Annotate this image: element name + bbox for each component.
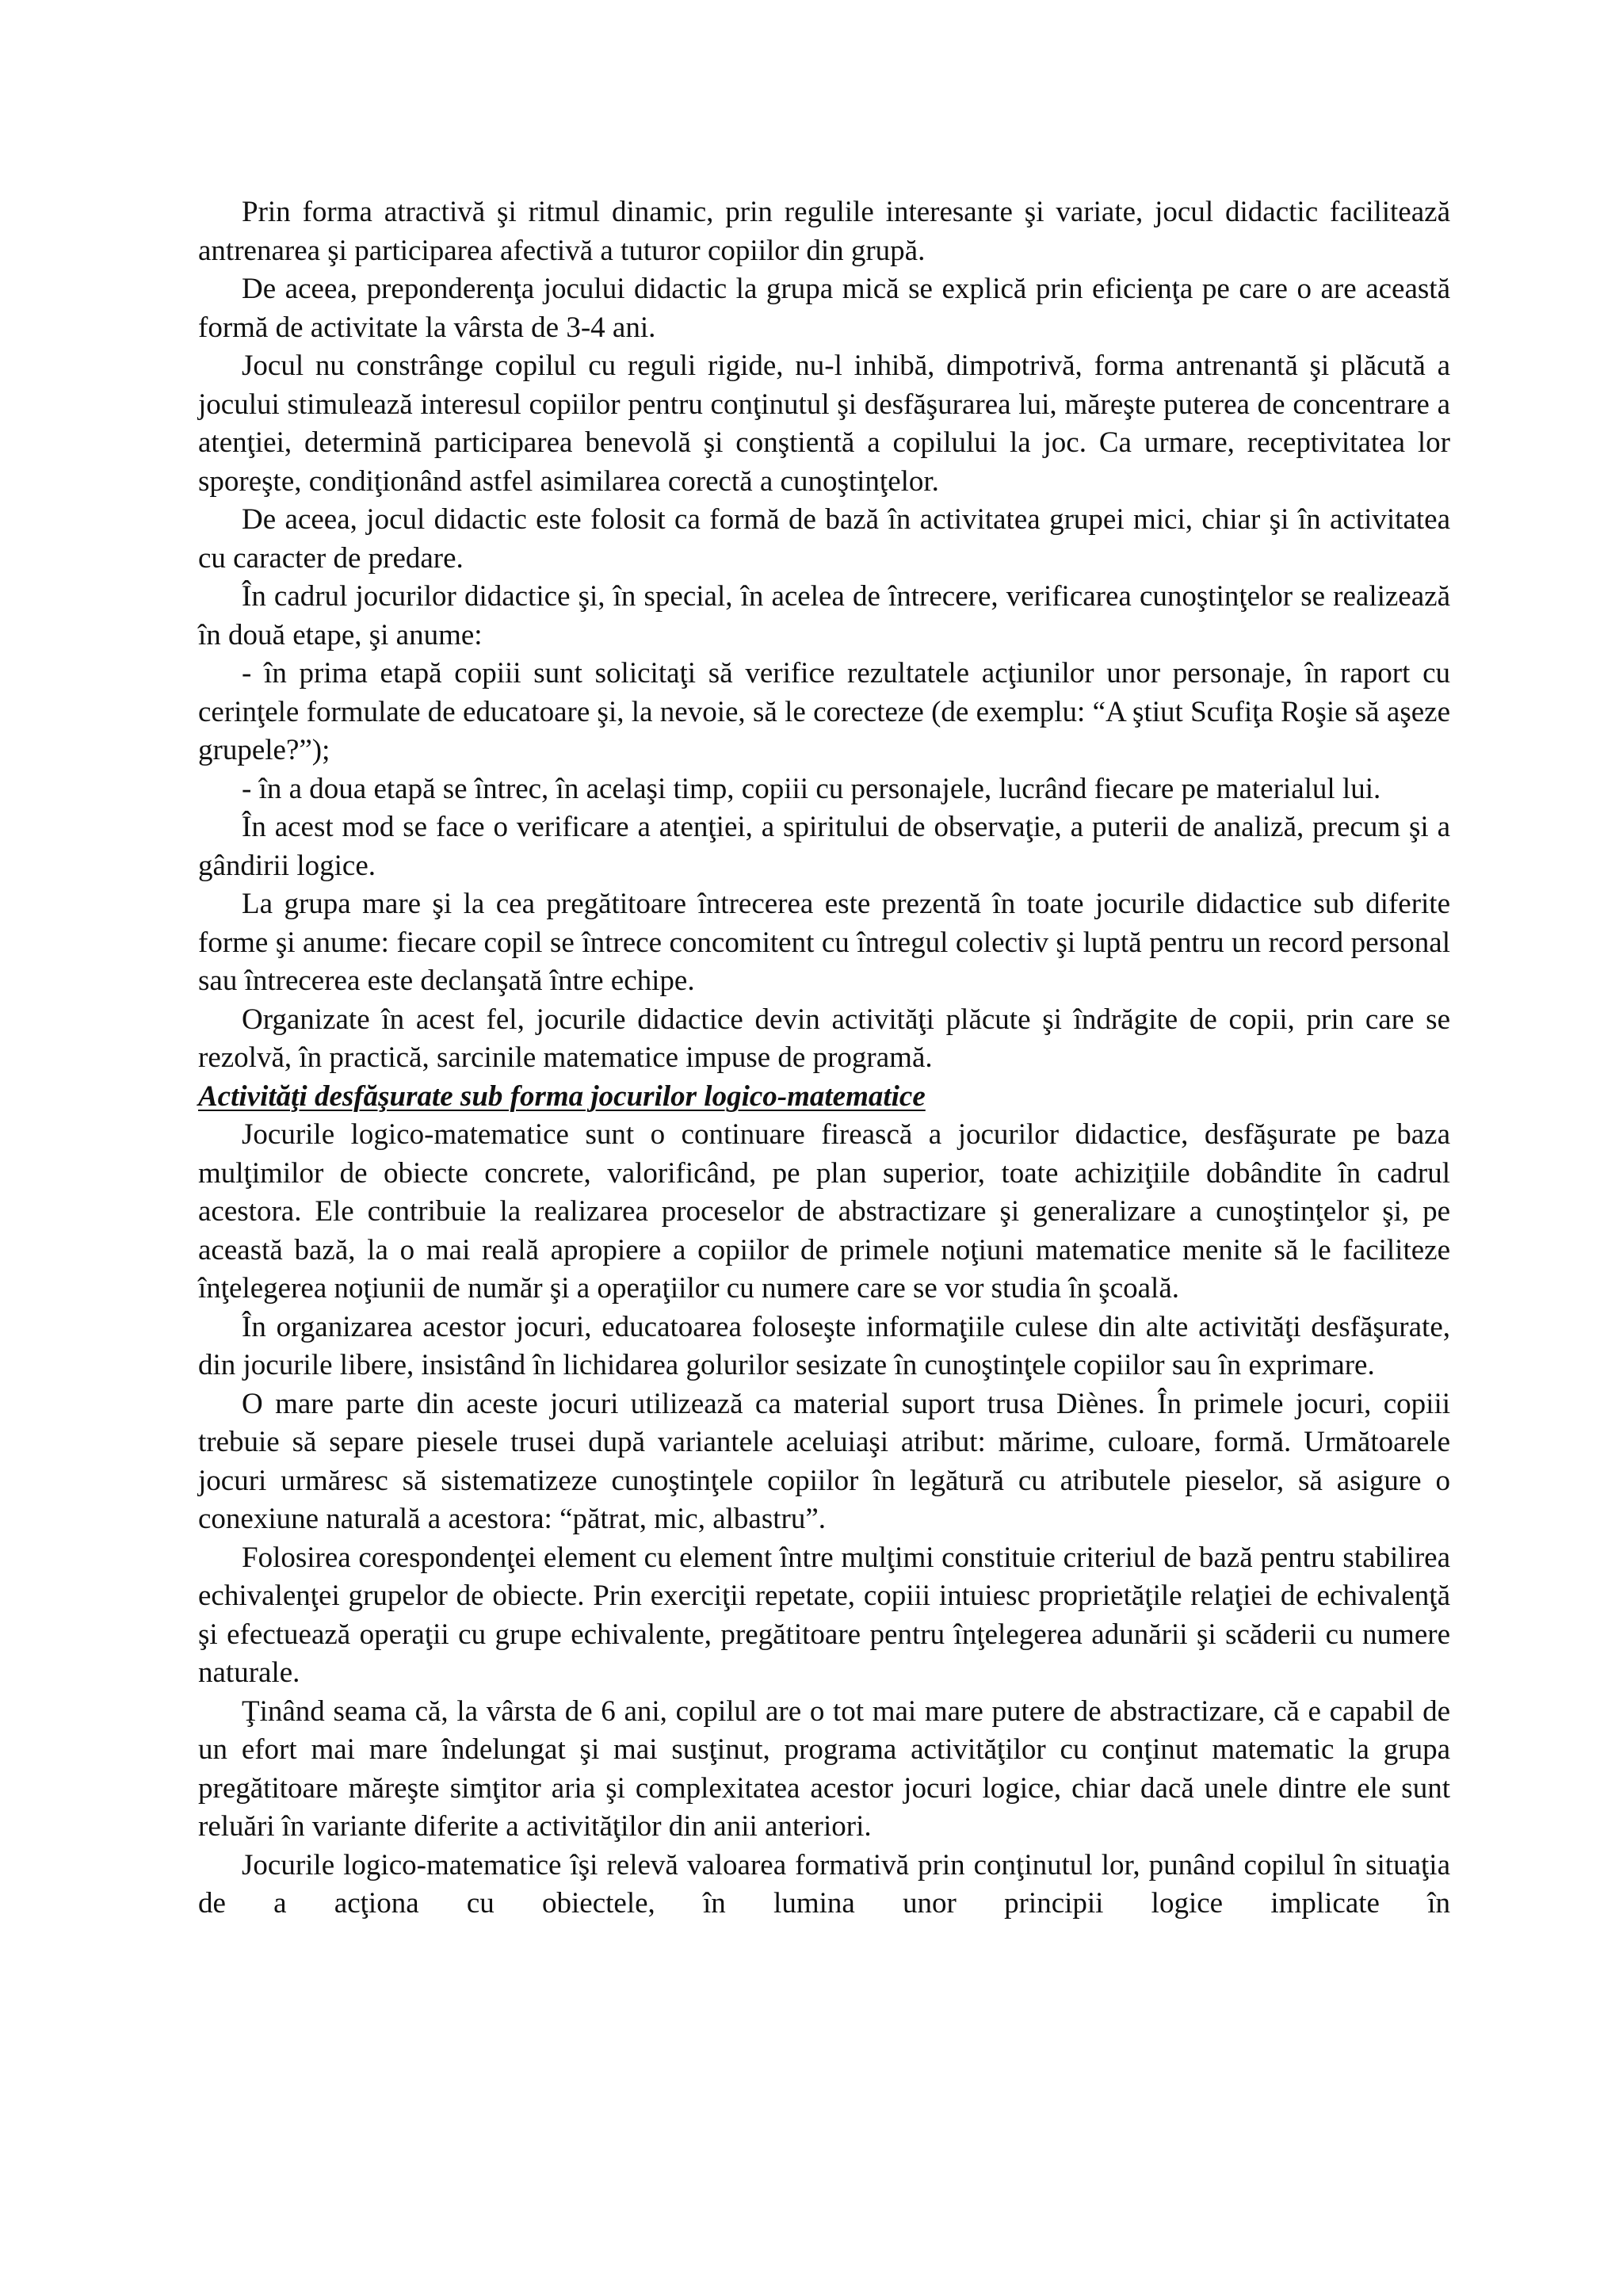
document-page: [198, 193, 1450, 1924]
paragraph: Jocurile logico-matematice îşi relevă valoarea formativă prin conţinutul lor, punând copilul în situaţia de a acţiona cu obiectele, în lumina unor principii logice implicate în: [198, 1848, 1450, 1920]
section-heading: Activităţi desfăşurate sub forma jocurilor logico-matematice: [198, 1079, 926, 1113]
paragraph: Jocul nu constrânge copilul cu reguli rigide, nu-l inhibă, dimpotrivă, forma antrenantă şi plăcută a jocului stimulează interesul copiilor pentru conţinutul şi desfăşurarea lui, măreşte puterea de concentrare a atenţiei, determină participarea benevolă şi conştientă a copilului la joc. Ca urmare, receptivitatea lor sporeşte, condiţionând astfel asimilarea corectă a cunoştinţelor.: [198, 350, 1450, 498]
paragraph: Organizate în acest fel, jocurile didactice devin activităţi plăcute şi îndrăgite de copii, prin care se rezolvă, în practică, sarcinile matematice impuse de programă.: [198, 1003, 1450, 1074]
paragraph: Folosirea corespondenţei element cu element între mulţimi constituie criteriul de bază pentru stabilirea echivalenţei grupelor de obiecte. Prin exerciţii repetate, copiii intuiesc proprietăţile relaţiei de echivalenţă şi efectuează operaţii cu grupe echivalente, pregătitoare pentru înţelegerea adunării şi scăderii cu numere naturale.: [198, 1541, 1450, 1689]
list-item: - în a doua etapă se întrec, în acelaşi timp, copiii cu personajele, lucrând fiecare pe materialul lui.: [242, 772, 1381, 805]
paragraph: Jocurile logico-matematice sunt o continuare firească a jocurilor didactice, desfăşurate pe baza mulţimilor de obiecte concrete, valorificând, pe plan superior, toate achiziţiile dobândite în cadrul acestora. Ele contribuie la realizarea proceselor de abstractizare şi generalizare a cunoştinţelor şi, pe această bază, la o mai reală apropiere a copiilor de primele noţiuni matematice menite să le faciliteze înţelegerea noţiunii de număr şi a operaţiilor cu numere care se vor studia în şcoală.: [198, 1118, 1450, 1305]
paragraph: În organizarea acestor jocuri, educatoarea foloseşte informaţiile culese din alte activităţi desfăşurate, din jocurile libere, insistând în lichidarea golurilor sesizate în cunoştinţele copiilor sau în exprimare.: [198, 1310, 1450, 1381]
paragraph: În acest mod se face o verificare a atenţiei, a spiritului de observaţie, a puterii de analiză, precum şi a gândirii logice.: [198, 811, 1450, 882]
list-item: - în prima etapă copiii sunt solicitaţi să verifice rezultatele acţiunilor unor personaje, în raport cu cerinţele formulate de educatoare şi, la nevoie, să le corecteze (de exemplu: “A ştiut Scufiţa Roşie să aşeze grupele?”);: [198, 657, 1450, 766]
paragraph: La grupa mare şi la cea pregătitoare întrecerea este prezentă în toate jocurile didactice sub diferite forme şi anume: fiecare copil se întrece concomitent cu întregul colectiv şi luptă pentru un record personal sau întrecerea este declanşată între echipe.: [198, 888, 1450, 997]
paragraph: În cadrul jocurilor didactice şi, în special, în acelea de întrecere, verificarea cunoştinţelor se realizează în două etape, şi anume:: [198, 580, 1450, 651]
paragraph: O mare parte din aceste jocuri utilizează ca material suport trusa Diènes. În primele jocuri, copiii trebuie să separe piesele trusei după variantele aceluiaşi atribut: mărime, culoare, formă. Următoarele jocuri urmăresc să sistematizeze cunoştinţele copiilor în legătură cu atributele pieselor, să asigure o conexiune naturală a acestora: “pătrat, mic, albastru”.: [198, 1387, 1450, 1535]
paragraph: De aceea, jocul didactic este folosit ca formă de bază în activitatea grupei mici, chiar şi în activitatea cu caracter de predare.: [198, 503, 1450, 575]
paragraph: Ţinând seama că, la vârsta de 6 ani, copilul are o tot mai mare putere de abstractizare, că e capabil de un efort mai mare îndelungat şi mai susţinut, programa activităţilor cu conţinut matematic la grupa pregătitoare măreşte simţitor aria şi complexitatea acestor jocuri logice, chiar dacă unele dintre ele sunt reluări în variante diferite a activităţilor din anii anteriori.: [198, 1694, 1450, 1843]
paragraph: Prin forma atractivă şi ritmul dinamic, prin regulile interesante şi variate, jocul didactic facilitează antrenarea şi participarea afectivă a tuturor copiilor din grupă.: [198, 196, 1450, 267]
paragraph: De aceea, preponderenţa jocului didactic la grupa mică se explică prin eficienţa pe care o are această formă de activitate la vârsta de 3-4 ani.: [198, 273, 1450, 344]
